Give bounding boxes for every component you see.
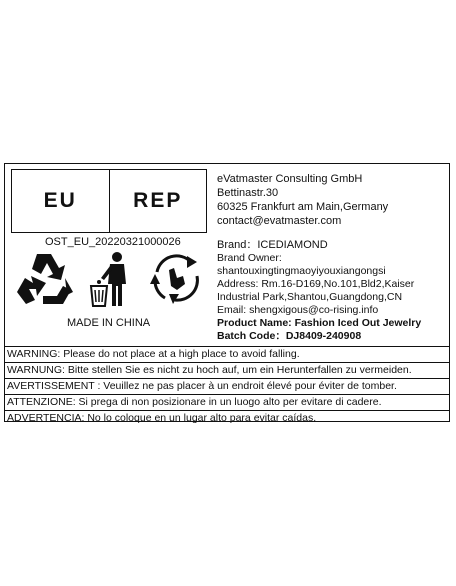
owner-line: shantouxingtingmaoyiyouxiangongsi (217, 265, 386, 277)
eu-rep-address (217, 172, 388, 228)
address-line: Bettinastr.30 (217, 187, 279, 199)
owner-info (217, 252, 421, 343)
ost-code: OST_EU_20220321000026 (45, 236, 181, 248)
warning-line: AVERTISSEMENT : Veuillez ne pas placer à un endroit élevé pour éviter de tomber. (5, 378, 449, 394)
warning-line: WARNING: Please do not place at a high place to avoid falling. (5, 346, 449, 362)
warning-line: ADVERTENCIA: No lo coloque en un lugar alto para evitar caídas. (5, 410, 449, 426)
eu-rep-box (11, 169, 207, 233)
owner-line: Industrial Park,Shantou,Guangdong,CN (217, 291, 403, 303)
warnings-list (5, 346, 449, 426)
recycle-icon (13, 250, 75, 308)
tidyman-bin-icon (87, 250, 135, 308)
batch-code: Batch Code：DJ8409-240908 (217, 330, 362, 342)
owner-line: Email: shengxigous@co-rising.info (217, 304, 379, 316)
warning-line: ATTENZIONE: Si prega di non posizionare in un luogo alto per evitare di cadere. (5, 394, 449, 410)
product-label (4, 163, 450, 422)
brand-line: Brand：ICEDIAMOND (217, 239, 328, 251)
owner-line: Address: Rm.16-D169,No.101,Bld2,Kaiser (217, 278, 415, 290)
rep-text: REP (109, 170, 207, 232)
address-line: eVatmaster Consulting GmbH (217, 173, 363, 185)
recycle-arrows-hand-icon (147, 250, 205, 308)
warning-line: WARNUNG: Bitte stellen Sie es nicht zu hoch auf, um ein Herunterfallen zu vermeiden. (5, 362, 449, 378)
address-line: contact@evatmaster.com (217, 215, 342, 227)
address-line: 60325 Frankfurt am Main,Germany (217, 201, 389, 213)
made-in-china: MADE IN CHINA (67, 317, 151, 329)
owner-line: Brand Owner: (217, 252, 282, 264)
product-name: Product Name: Fashion Iced Out Jewelry (217, 317, 422, 329)
symbols-row (13, 250, 203, 308)
eu-text: EU (43, 189, 77, 212)
